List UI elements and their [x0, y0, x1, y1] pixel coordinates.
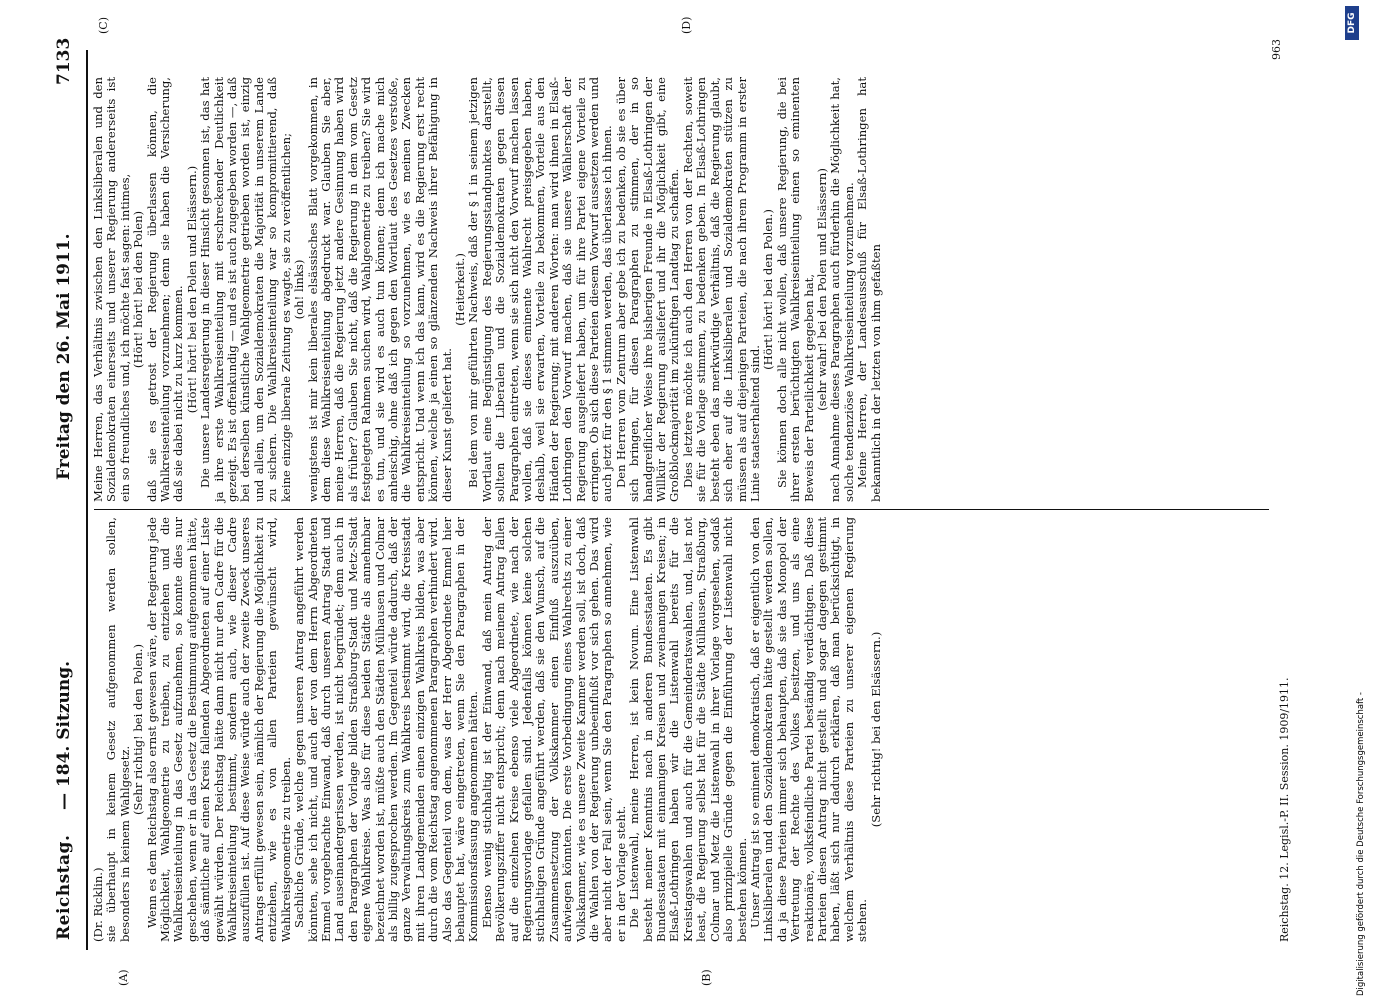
interjection: (Sehr richtig! bei den Elsässern.) — [868, 631, 883, 828]
margin-mark-c: (C) — [97, 17, 110, 34]
paragraph: Sachliche Gründe, welche gegen unseren Antrag angeführt werden könnten, sehe ich nicht, und auch der von dem Herrn Abgeordneten Emmel vorgebrachte Einwand, daß durch unseren Antrag Stadt und Land auseinandergerissen werden, ist nicht begründet; denn auch in den Paragraphen der Vorlage bilden Straßburg-Stadt und Metz-Stadt eigene Wahlkreise. Was also für diese beiden Städte als annehmbar bezeichnet worden ist, müßte auch den Städten Mülhausen und Colmar als billig zugesprochen werden. Im Gegenteil würde dadurch, daß der ganze Verwaltungskreis zum Wahlkreis bestimmt wird, die Kreisstadt mit ihren Landgemeinden einen einzigen Wahlkreis bilden, was aber durch die vom Reichstag angenommenen Paragraphen verhindert wird. Also das Gegenteil von dem, was der Herr Abgeordnete Emmel hier behauptet hat, wäre eingetreten, wenn Sie den Paragraphen in der Kommissionsfassung angenommen hätten. — [292, 517, 481, 942]
paragraph: Meine Herren, der Landesausschuß für Elsaß-Lothringen hat bekanntlich in der letzten von ihm gefaßten — [855, 77, 883, 502]
margin-mark-d: (D) — [680, 16, 693, 34]
paragraph: (Dr. Ricklin.) — [91, 867, 105, 942]
paragraph: sie überhaupt in keinem Gesetz aufgenommen werden sollen, besonders in keinem Wahlgesetz. — [104, 517, 132, 942]
paragraph: Wenn es dem Reichstag also ernst gewesen wäre, der Regierung jede Möglichkeit, Wahlgeometrie zu treiben, zu entziehen und die Wahlkreiseinteilung in das Gesetz aufzunehmen, so konnte dies nur geschehen, wenn er in das Gesetz die Bestimmung aufgenommen hätte, daß sämtliche auf einen Kreis fallenden Abgeordneten auf einer Liste gewählt würden. Der Reichstag hätte dann nicht nur den Cadre für die Wahlkreiseinteilung bestimmt, sondern auch, wie dieser Cadre auszufüllen ist. Auf diese Weise würde auch der zweite Zweck unseres Antrags erfüllt gewesen sein, nämlich der Regierung die Möglichkeit zu entziehen, wie es von allen Parteien gewünscht wird, Wahlkreisgeometrie zu treiben. — [144, 517, 293, 942]
paragraph: Sie können doch alle nicht wollen, daß unsere Regierung, die bei ihrer ersten berüchtigten Wahlkreiseinteilung einen so eminenten Beweis der Parteilichkeit gegeben hat, — [774, 77, 816, 502]
paragraph: Die unsere Landesregierung in dieser Hinsicht gesonnen ist, das hat ja ihre erste Wahlkreiseinteilung mit erschreckender Deutlichkeit gezeigt. Es ist offenkundig — und es ist auch zugegeben worden —, daß bei derselben künstliche Wahlgeometrie getrieben worden ist, einzig und allein, um den Sozialdemokraten die Majorität in unserem Lande zu sichern. Die Wahlkreiseinteilung war so kompromittierend, daß keine einzige liberale Zeitung es wagte, sie zu veröffentlichen; — [198, 77, 293, 502]
header-title: Reichstag. — [54, 834, 74, 940]
page-number: 7133 — [54, 37, 74, 85]
digitization-note: Digitalisierung gefördert durch die Deutsche Forschungsgemeinschaft - — [1356, 692, 1366, 996]
header-date: Freitag den 26. Mai 1911. — [54, 233, 74, 480]
header-rule — [86, 50, 88, 950]
paragraph: Ebenso wenig stichhaltig ist der Einwand, daß mein Antrag der Bevölkerungsziffer nicht entspricht; denn nach meinem Antrag fallen auf die einzelnen Kreise ebenso viele Abgeordnete, wie nach der Regierungsvorlage gefallen sind. Jedenfalls können keine solchen stichhaltigen Gründe angeführt werden, daß sie den Wunsch, auf die Zusammensetzung der Volkskammer einen Einfluß auszuüben, aufwiegen könnten. Die erste Vorbedingung eines Wahlrechts zu einer Volkskammer, wie es unsere Zweite Kammer werden soll, ist doch, daß die Wahlen von der Regierung unbeeinflußt vor sich gehen. Das wird aber nicht der Fall sein, wenn Sie den Paragraphen so annehmen, wie er in der Vorlage steht. — [479, 517, 628, 942]
paragraph: Bei dem von mir geführten Nachweis, daß der § 1 in seinem jetzigen Wortlaut eine Begünstigung des Regierungsstandpunktes darstellt, sollten die Liberalen und die Sozialdemokraten gegen diesen Paragraphen eintreten, wenn sie sich nicht den Vorwurf machen lassen wollen, daß sie dieses eminente Wahlrecht preisgegeben haben, deshalb, weil sie erwarten, Vorteile zu bekommen, Vorteile aus den Händen der Regierung; mit anderen Worten: man wird ihnen in Elsaß-Lothringen den Vorwurf machen, daß sie unsere Wählerschaft der Regierung ausgeliefert haben, um für ihre Partei eigene Vorteile zu erringen. Ob sich diese Parteien diesem Vorwurf aussetzen werden und auch jetzt für den § 1 stimmen werden, das überlasse ich ihnen. — [466, 77, 615, 502]
interjection: (Hört! hört! bei den Polen) — [131, 210, 146, 369]
paragraph: wenigstens ist mir kein liberales elsässisches Blatt vorgekommen, in dem diese Wahlkreiseinteilung abgedruckt war. Glauben Sie aber, meine Herren, daß die Regierung jetzt andere Gesinnung haben wird als früher? Glauben Sie nicht, daß die Regierung in dem vom Gesetz festgelegten Rahmen suchen wird, Wahlgeometrie zu treiben? Sie wird es tun, und sie wird es auch tun können; denn ich mache mich anheischig, ohne daß ich gegen den Wortlaut des Gesetzes verstoße, die Wahlkreiseinteilung so vorzunehmen, wie es meinen Zwecken entspricht. Und wenn ich das kann, wird es die Regierung erst recht können, welche ja einen so glänzenden Nachweis ihrer Befähigung in dieser Kunst geliefert hat. — [305, 77, 454, 502]
margin-mark-a: (A) — [117, 969, 130, 986]
footer-session: Reichstag. 12. Legisl.-P. II. Session. 1909/1911. — [1278, 677, 1291, 942]
left-column — [92, 517, 883, 942]
interjection: (Hört! hört! bei den Polen und Elsässern.) — [184, 165, 199, 414]
header-sitting: — 184. Sitzung. — [54, 660, 74, 810]
footer-sheet-number: 963 — [1270, 39, 1283, 60]
interjection: (oh! links) — [292, 259, 307, 320]
interjection: (Sehr richtig! bei den Polen.) — [131, 643, 146, 816]
paragraph: nach Annahme dieses Paragraphen auch fürderhin die Möglichkeit hat, solche tendenziöse Wahlkreiseinteilung vorzunehmen. — [828, 77, 856, 502]
paragraph: Die Listenwahl, meine Herren, ist kein Novum. Eine Listenwahl besteht meiner Kenntnis nach in anderen Bundesstaaten. Es gibt Bundesstaaten mit einnamigen Kreisen und zweinamigen Kreisen; in Elsaß-Lothringen haben wir die Listenwahl bereits für die Kreistagswahlen und auch für die Gemeinderatswahlen, und, last not least, die Regierung selbst hat für die Städte Mülhausen, Straßburg, Colmar und Metz die Listenwahl in ihrer Vorlage vorgesehen, sodaß also prinzipielle Gründe gegen die Einführung der Listenwahl nicht bestehen können. — [627, 517, 749, 942]
paragraph: daß sie es getrost der Regierung überlassen können, die Wahlkreiseinteilung vorzunehmen; denn sie haben die Versicherung, daß sie dabei nicht zu kurz kommen. — [144, 77, 186, 502]
paragraph: Den Herren vom Zentrum aber gebe ich zu bedenken, ob sie es über sich bringen, für diesen Paragraphen zu stimmen, der in so handgreiflicher Weise ihre bisherigen Freunde in Elsaß-Lothringen der Willkür der Regierung ausliefert und ihr die Möglichkeit gibt, eine Großblockmajorität im zukünftigen Landtag zu schaffen. — [613, 77, 682, 502]
column-divider — [94, 509, 1269, 510]
interjection: (Hört! hört! bei den Polen.) — [761, 209, 776, 370]
interjection: (sehr wahr! bei den Polen und Elsässern) — [814, 168, 829, 411]
paragraph: Dies letztere möchte ich auch den Herren von der Rechten, soweit sie für die Vorlage stimmen, zu bedenken geben. In Elsaß-Lothringen besteht eben das merkwürdige Verhältnis, daß die Regierung glaubt, sich eher auf die Linksliberalen und Sozialdemokraten stützen zu müssen als auf diejenigen Parteien, die nach ihrem Programm in erster Linie staatserhaltend sind. — [680, 77, 762, 502]
dfg-logo: DFG — [1345, 6, 1359, 40]
paragraph: Unser Antrag ist so eminent demokratisch, daß er eigentlich von den Linksliberalen und den Sozialdemokraten hätte gestellt werden sollen, da ja diese Parteien immer sich behaupten, daß sie das Monopol der Vertretung der Rechte des Volkes besitzen, und uns als eine reaktionäre, volksfeindliche Partei beständig verdächtigen. Daß diese Parteien diesen Antrag nicht gestellt und sogar dagegen gestimmt haben, läßt sich nur dadurch erklären, daß man berücksichtigt, in welchem Verhältnis diese Parteien zu unserer eigenen Regierung stehen. — [747, 517, 870, 942]
margin-mark-b: (B) — [700, 969, 713, 986]
paragraph: Meine Herren, das Verhältnis zwischen den Linksliberalen und den Sozialdemokraten einerseits und unserer Regierung andererseits ist ein so freundliches und, ich möchte fast sagen: intimes, — [91, 77, 132, 502]
right-column — [92, 77, 883, 502]
interjection: (Heiterkeit.) — [452, 253, 467, 326]
